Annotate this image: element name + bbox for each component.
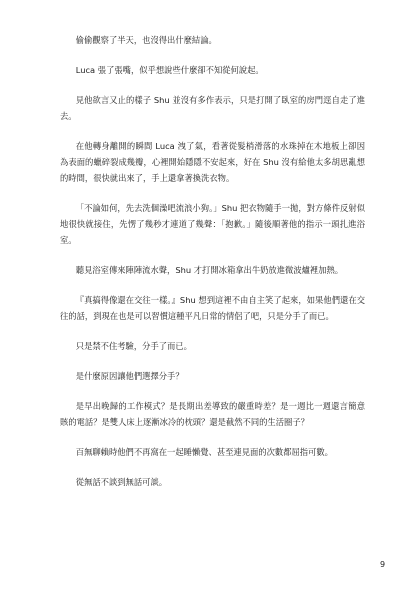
paragraph: 「不論如何，先去洗個澡吧流浪小狗。」Shu 把衣物隨手一拋，對方條件反射似地很快就接住，先愣了幾秒才連道了幾聲：「抱歉。」隨後順著他的指示一頭扎進浴室。 xyxy=(60,203,365,245)
paragraph: 是什麼原因讓他們選擇分手？ xyxy=(75,371,184,381)
paragraph: 偷偷觀察了半天，也沒得出什麼結論。 xyxy=(75,35,217,45)
paragraph: 見他欲言又止的樣子 Shu 並沒有多作表示，只是打開了臥室的房門逕自走了進去。 xyxy=(60,95,365,121)
paragraph: 聽見浴室傳來陣陣流水聲，Shu 才打開冰箱拿出牛奶放進微波爐裡加熱。 xyxy=(75,265,344,275)
paragraph: 『真搞得像還在交往一樣。』Shu 想到這裡不由自主笑了起來，如果他們還在交往的話，到現在也是可以習慣這種平凡日常的情侶了吧，只是分手了而已。 xyxy=(60,295,365,321)
paragraph: 百無聊賴時他們不再窩在一起睡懶覺、甚至連見面的次數都屈指可數。 xyxy=(75,447,333,457)
paragraph: 從無話不談到無話可談。 xyxy=(75,477,168,487)
paragraph: Luca 張了張嘴，似乎想說些什麼卻不知從何說起。 xyxy=(75,65,264,75)
paragraph: 在他轉身離開的瞬間 Luca 洩了氣，看著從髮梢滑落的水珠掉在木地板上卻因為表面的蠟碎裂成幾瓣，心裡開始隱隱不安起來，好在 Shu 沒有給他太多胡思亂想的時間，很快就出來了，手上還拿著換洗衣物。 xyxy=(60,141,365,183)
page-number: 9 xyxy=(380,560,386,569)
paragraph: 只是禁不住考驗，分手了而已。 xyxy=(75,341,192,351)
paragraph: 是早出晚歸的工作模式？是長期出差導致的嚴重時差？是一週比一週還言簡意賅的電話？是雙人床上逐漸冰冷的枕頭？還是截然不同的生活圈子？ xyxy=(60,401,365,427)
body-text xyxy=(60,32,365,504)
